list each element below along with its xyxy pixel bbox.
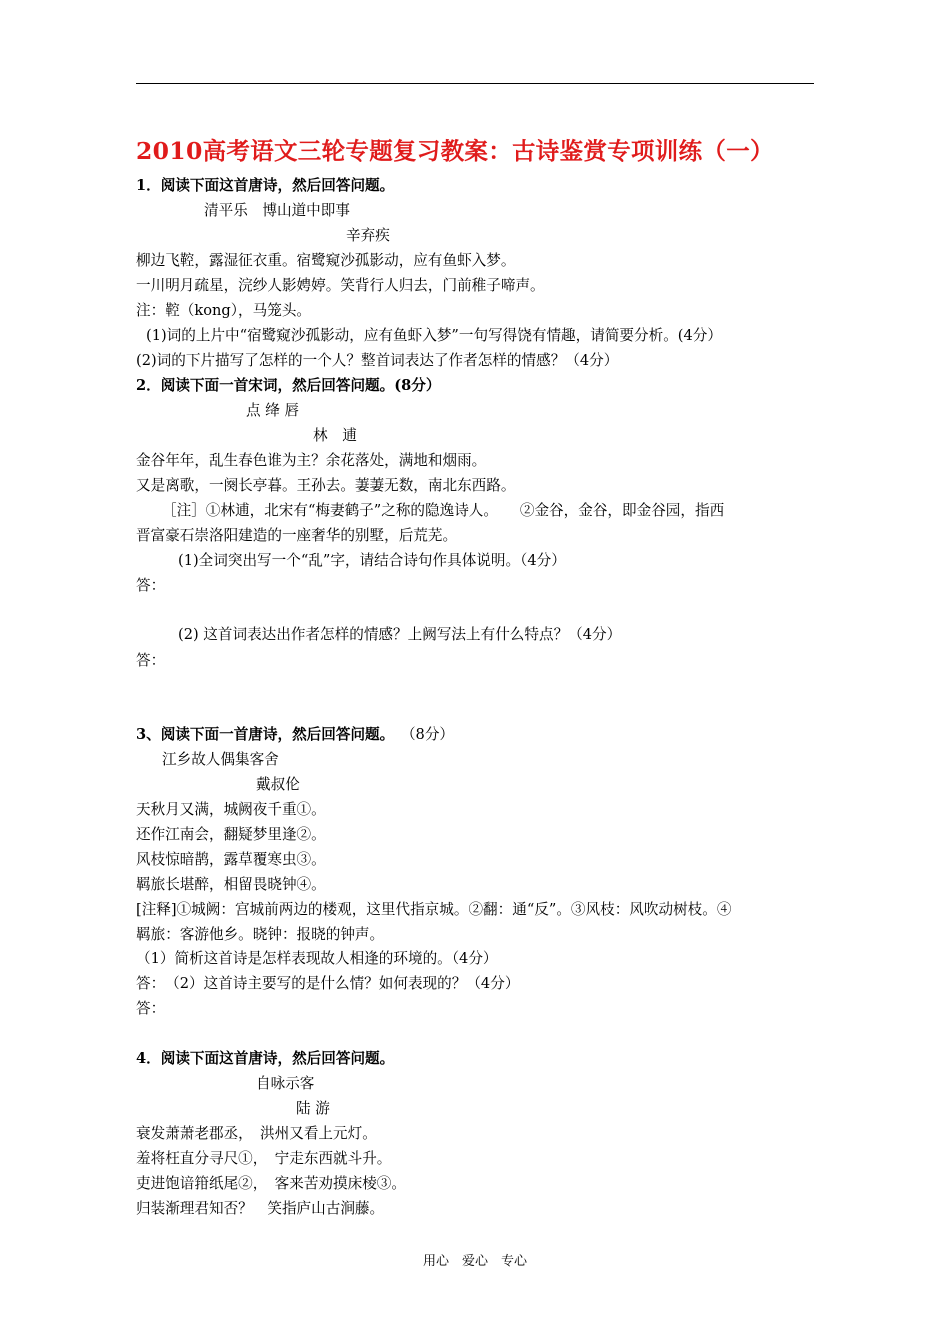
q4-author: 陆 游 [296, 1100, 330, 1117]
q4-poem-line-2: 羞将枉直分寻尺①， 宁走东西就斗升。 [136, 1150, 392, 1167]
q1-poem-line-2: 一川明月疏星，浣纱人影娉婷。笑背行人归去，门前稚子啼声。 [136, 277, 545, 294]
q2-note-1: ［注］①林逋，北宋有“梅妻鹤子”之称的隐逸诗人。 ②金谷，金谷，即金谷园，指西 [162, 502, 725, 519]
q3-answer-2: 答： [136, 1000, 166, 1017]
q4-poem-line-1: 衰发萧萧老郡丞， 洪州又看上元灯。 [136, 1125, 377, 1142]
q2-heading: 2．阅读下面一首宋词，然后回答问题。(8分） [136, 377, 441, 394]
q4-poem-line-4: 归装渐理君知否？ 笑指庐山古涧藤。 [136, 1200, 385, 1217]
q4-poem-line-3: 吏进饱谙箝纸尾②， 客来苦劝摸床棱③。 [136, 1175, 406, 1192]
q3-heading-row [136, 725, 454, 745]
q3-poem-line-1: 天秋月又满，城阙夜千重①。 [136, 801, 326, 818]
q3-poem-line-2: 还作江南会，翻疑梦里逢②。 [136, 826, 326, 843]
q4-poem-title: 自咏示客 [256, 1075, 315, 1092]
q3-note-1: [注释]①城阙：宫城前两边的楼观，这里代指京城。②翻：通“反”。③风枝：风吹动树枝。④ [136, 901, 732, 918]
q3-poem-title: 江乡故人偶集客舍 [162, 751, 279, 768]
q2-answer-1: 答： [136, 577, 166, 594]
q2-note-2: 晋富豪石崇洛阳建造的一座奢华的别墅，后荒芜。 [136, 527, 458, 544]
q1-poem-title: 清平乐 博山道中即事 [204, 202, 350, 219]
header-rule [136, 83, 814, 84]
q1-note: 注：鞚（kong），马笼头。 [136, 302, 312, 319]
q2-question-2: (2) 这首词表达出作者怎样的情感？上阙写法上有什么特点？（4分） [178, 626, 622, 643]
q3-answer-question-2: 答： （2）这首诗主要写的是什么情？如何表现的？（4分） [136, 975, 520, 992]
q2-question-1: (1)全词突出写一个“乱”字，请结合诗句作具体说明。（4分） [178, 552, 566, 569]
document-title: 2010高考语文三轮专题复习教案：古诗鉴赏专项训练（一） [136, 137, 774, 165]
q1-heading: 1．阅读下面这首唐诗，然后回答问题。 [136, 177, 395, 194]
q3-heading: 3、阅读下面一首唐诗，然后回答问题。 [136, 726, 395, 743]
q1-question-1: (1)词的上片中“宿鹭窥沙孤影动，应有鱼虾入梦”一句写得饶有情趣，请简要分析。(4分） [146, 327, 722, 344]
q1-question-2: (2)词的下片描写了怎样的一个人？整首词表达了作者怎样的情感？（4分） [136, 352, 619, 369]
q2-poem-line-1: 金谷年年，乱生春色谁为主？余花落处，满地和烟雨。 [136, 452, 487, 469]
q3-poem-line-3: 风枝惊暗鹊，露草覆寒虫③。 [136, 851, 326, 868]
q3-points: （8分） [408, 726, 455, 743]
q2-poem-line-2: 又是离歌，一阕长亭暮。王孙去。萋萋无数，南北东西路。 [136, 477, 516, 494]
q3-note-2: 羁旅：客游他乡。晓钟：报晓的钟声。 [136, 926, 385, 943]
q4-heading: 4．阅读下面这首唐诗，然后回答问题。 [136, 1050, 395, 1067]
q2-answer-2: 答： [136, 652, 166, 669]
q1-author: 辛弃疾 [346, 227, 390, 244]
q3-poem-line-4: 羁旅长堪醉，相留畏晓钟④。 [136, 876, 326, 893]
q2-author: 林 逋 [313, 427, 357, 444]
q3-author: 戴叔伦 [256, 776, 300, 793]
q3-question-1: （1）简析这首诗是怎样表现故人相逢的环境的。（4分） [136, 950, 498, 967]
q1-poem-line-1: 柳边飞鞚，露湿征衣重。宿鹭窥沙孤影动，应有鱼虾入梦。 [136, 252, 516, 269]
page-footer: 用心 爱心 专心 [422, 1254, 527, 1269]
q2-poem-title: 点 绛 唇 [246, 402, 300, 419]
